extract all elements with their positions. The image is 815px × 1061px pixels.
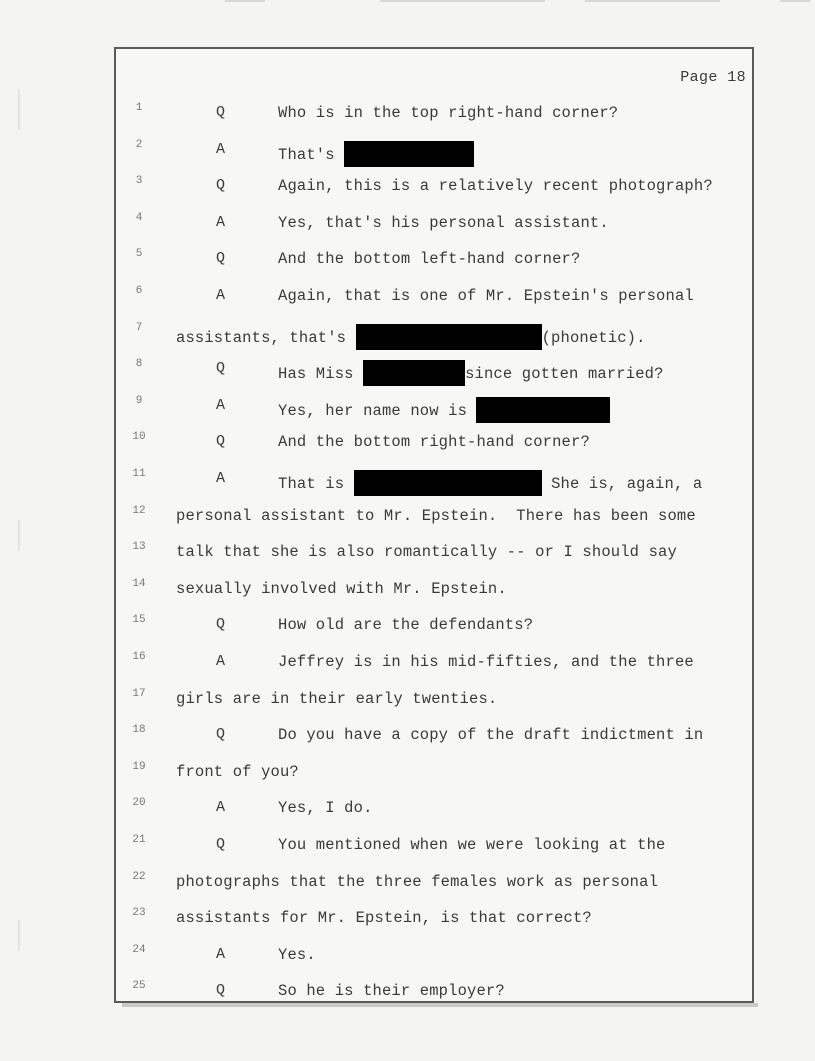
line-text	[176, 873, 658, 891]
line-text	[278, 177, 713, 195]
line-number: 21	[132, 834, 146, 846]
transcript-line	[116, 758, 752, 794]
text-segment: And the bottom left-hand corner?	[278, 250, 581, 269]
transcript-line	[116, 904, 752, 940]
transcript-line	[116, 282, 752, 318]
line-text	[278, 397, 610, 423]
line-number: 10	[132, 431, 146, 444]
line-number: 6	[135, 285, 143, 297]
speaker-marker: Q	[216, 726, 226, 744]
line-number: 25	[132, 980, 146, 993]
transcript-line	[116, 868, 752, 904]
speaker-marker: A	[216, 653, 226, 670]
text-segment: girls are in their early twenties.	[176, 689, 498, 708]
transcript-line	[116, 685, 752, 721]
line-text	[278, 250, 580, 268]
transcript-line	[116, 99, 752, 135]
line-number: 7	[135, 321, 143, 334]
text-segment: assistants for Mr. Epstein, is that correct?	[176, 909, 592, 928]
transcript-page	[114, 47, 754, 1003]
transcript-line	[116, 245, 752, 281]
line-number: 13	[132, 541, 146, 554]
line-number: 18	[132, 724, 146, 737]
speaker-marker: Q	[216, 616, 226, 634]
text-segment: talk that she is also romantically -- or I should say	[176, 543, 677, 562]
line-text	[176, 580, 507, 598]
line-text	[278, 836, 666, 854]
speaker-marker: Q	[216, 433, 226, 451]
speaker-marker: Q	[216, 836, 226, 853]
transcript-line	[116, 648, 752, 684]
text-segment: And the bottom right-hand corner?	[278, 433, 590, 452]
text-segment: So he is their employer?	[278, 982, 505, 1001]
transcript-line	[116, 538, 752, 574]
transcript-line	[116, 941, 752, 977]
transcript-line	[116, 355, 752, 391]
line-number: 14	[132, 577, 146, 590]
line-text	[176, 324, 646, 350]
transcript-line	[116, 977, 752, 1013]
line-number: 11	[132, 468, 146, 480]
transcript-line	[116, 831, 752, 867]
line-number: 19	[132, 760, 146, 773]
text-segment: Yes.	[278, 945, 316, 964]
line-number: 23	[132, 907, 146, 920]
text-segment: (phonetic).	[541, 328, 646, 347]
line-text	[278, 214, 609, 232]
transcript-line	[116, 721, 752, 757]
line-text	[278, 287, 694, 305]
line-text	[278, 360, 664, 386]
speaker-marker: A	[216, 396, 226, 414]
text-segment: front of you?	[176, 762, 299, 781]
page-number: Page 18	[680, 69, 746, 86]
speaker-marker: Q	[216, 360, 226, 378]
line-text	[278, 470, 702, 496]
page-shadow	[122, 1003, 758, 1007]
speaker-marker: Q	[216, 104, 226, 121]
redaction-box	[354, 470, 542, 496]
line-number: 4	[135, 211, 143, 224]
text-segment: Again, that is one of Mr. Epstein's personal	[278, 287, 694, 305]
line-text	[278, 141, 474, 167]
transcript-line	[116, 428, 752, 464]
transcript-line	[116, 319, 752, 355]
line-number: 24	[132, 943, 146, 956]
text-segment: assistants, that's	[176, 328, 356, 347]
speaker-marker: A	[216, 213, 226, 231]
line-text	[278, 653, 694, 671]
text-segment: Do you have a copy of the draft indictment in	[278, 726, 704, 745]
transcript-line	[116, 575, 752, 611]
text-segment: How old are the defendants?	[278, 616, 534, 635]
transcript-line	[116, 502, 752, 538]
transcript-line	[116, 794, 752, 830]
line-text	[278, 726, 703, 744]
line-text	[278, 946, 316, 964]
line-number: 20	[132, 797, 146, 810]
speaker-marker: Q	[216, 250, 226, 268]
line-number: 17	[132, 687, 146, 700]
text-segment: Has Miss	[278, 365, 364, 384]
transcript-line	[116, 465, 752, 501]
transcript-line	[116, 209, 752, 245]
line-text	[176, 763, 299, 781]
line-number: 3	[135, 175, 143, 188]
line-number: 9	[135, 394, 143, 407]
speaker-marker: Q	[216, 177, 226, 195]
text-segment: Jeffrey is in his mid-fifties, and the three	[278, 653, 694, 671]
redaction-box	[476, 397, 610, 423]
line-text	[278, 104, 618, 122]
line-text	[176, 690, 497, 708]
text-segment: Who is in the top right-hand corner?	[278, 104, 619, 122]
redaction-box	[356, 324, 542, 350]
text-segment: personal assistant to Mr. Epstein. There has been some	[176, 506, 696, 525]
text-segment: since gotten married?	[465, 365, 664, 384]
speaker-marker: A	[216, 470, 226, 487]
line-number: 5	[135, 248, 143, 261]
text-segment: That's	[278, 145, 345, 164]
line-text	[278, 616, 533, 634]
redaction-box	[344, 141, 474, 167]
line-number: 16	[132, 651, 146, 663]
line-number: 22	[132, 870, 146, 883]
line-text	[278, 982, 505, 1000]
line-text	[278, 433, 590, 451]
transcript-line	[116, 611, 752, 647]
line-number: 2	[135, 138, 143, 151]
text-segment: She is, again, a	[541, 475, 703, 493]
speaker-marker: A	[216, 287, 226, 304]
text-segment: That is	[278, 475, 354, 493]
transcript-line	[116, 172, 752, 208]
line-number: 1	[135, 102, 143, 114]
text-segment: Yes, that's his personal assistant.	[278, 213, 609, 232]
line-text	[176, 543, 677, 561]
text-segment: Yes, I do.	[278, 799, 373, 818]
transcript-line	[116, 392, 752, 428]
line-number: 12	[132, 504, 146, 517]
line-text	[176, 507, 696, 525]
line-text	[278, 799, 373, 817]
line-number: 15	[132, 614, 146, 627]
speaker-marker: A	[216, 140, 226, 158]
transcript-line	[116, 136, 752, 172]
speaker-marker: A	[216, 799, 226, 817]
text-segment: Again, this is a relatively recent photograph?	[278, 177, 713, 196]
line-number: 8	[135, 358, 143, 371]
speaker-marker: Q	[216, 982, 226, 1000]
redaction-box	[363, 360, 465, 386]
text-segment: You mentioned when we were looking at the	[278, 836, 666, 854]
speaker-marker: A	[216, 945, 226, 963]
text-segment: Yes, her name now is	[278, 401, 477, 420]
text-segment: sexually involved with Mr. Epstein.	[176, 579, 507, 598]
line-text	[176, 909, 592, 927]
text-segment: photographs that the three females work as personal	[176, 872, 659, 891]
